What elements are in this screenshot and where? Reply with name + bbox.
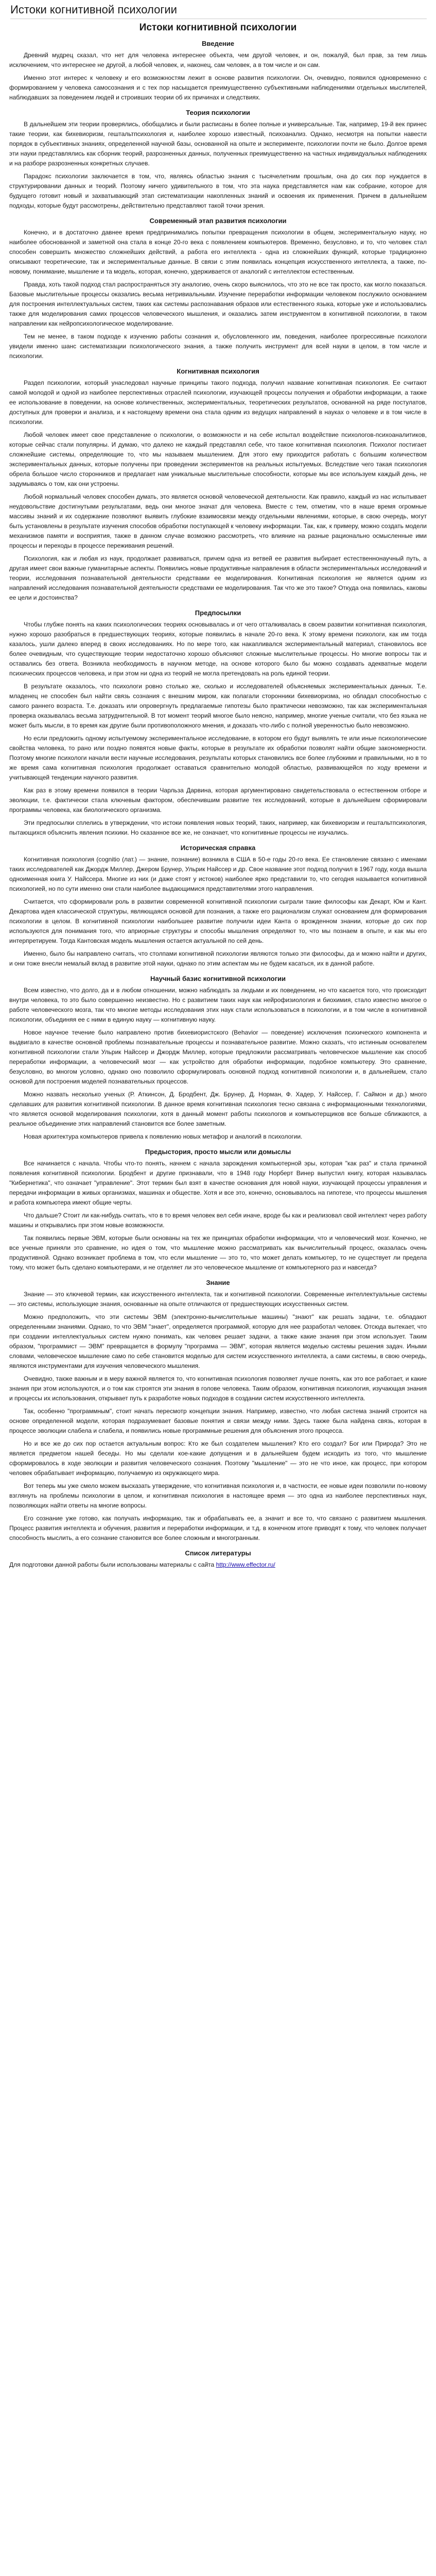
paragraph: Всем известно, что долго, да и в любом отношении, можно наблюдать за людьми и их поведением, но что касается того, что происходит внутри человека, то это было совершенно неизвестно. Но с развитием таких наук как нейрофизиология и биохимия, стало известно многое о работе человеческого мозга, так что многие методы исследования этих наук стали использоваться в психологии, и в том числе в когнитивной психологии, объединяя ее с ними в единую науку — когнитивную науку.: [9, 987, 427, 1023]
paragraph: Можно предположить, что эти системы ЭВМ (электронно-вычислительные машины) "знают" как решать задачи, т.е. обладают определенными знаниями. Однако, то что ЭВМ "знает", определяется программой, которую для нее разработал человек. Отсюда вытекает, что при создании интеллектуальных систем нужно понимать, как человек решает задачи, а также какие знания при этом использует. Таким образом, "программист — ЭВМ" превращается в формулу "программа — ЭВМ", которая является моделью системы решения задач. Иными словами, человеческое мышление само по себе становится моделью для систем искусственного интеллекта, а сами системы, в свою очередь, являются инструментами для изучения человеческого мышления.: [9, 1313, 427, 1369]
paragraph: Знание — это ключевой термин, как искусственного интеллекта, так и когнитивной психологии. Современные интеллектуальные системы — это системы, использующие знания, основанные на опыте отличаются от предшествующих искусственных систем.: [9, 1291, 427, 1308]
paragraph: Когнитивная психология (cognitio (лат.) — знание, познание) возникла в США в 50-е годы 20-го века. Ее становление связано с именами таких исследователей как Джордж Миллер, Джером Брунер, Ульрик Найссер и др. Свое название этот подход получил в 1967 году, когда вышла одноименная книга У. Найссера. Многие из них (и даже стоят у истоков) наиболее ярко представили то, что сегодня называется когнитивной психологией, но по сути именно они стали наиболее выдающимися представителями этого направления.: [9, 856, 427, 892]
paragraph: Именно, было бы направлено считать, что столпами когнитивной психологии являются только эти философы, да и можно найти и других, и они тоже внесли немалый вклад в развитие этой науки, однако по этим аспектам мы не будем касаться, их в данной работе.: [9, 950, 427, 967]
section-heading: Когнитивная психология: [177, 367, 259, 375]
paragraph: Новая архитектура компьютеров привела к появлению новых метафор и аналогий в психологии.: [24, 1133, 303, 1140]
paragraph: Любой человек имеет свое представление о психологии, о возможности и на себе испытал воздействие психологов-психоаналитиков, которые сейчас стали популярны. И думаю, что далеко не каждый представлял себе, что такое когнитивная психология. Психолог постигает сложнейшие системы, определяющие то, что мы называем мышлением. Для этого ему приходится работать с большим количеством экспериментальных данных, которые получены при проведении экспериментов на реальных испытуемых. Вследствие чего такая психология обрела большое число сторонников и предлагает нам уникальные мыслительные способности, которые мы все используем каждый день, не задумываясь о том, как они устроены.: [9, 431, 427, 487]
section-heading: Историческая справка: [180, 844, 256, 852]
article-title: Истоки когнитивной психологии: [139, 22, 297, 33]
section-heading: Знание: [206, 1279, 230, 1286]
article-body: [9, 40, 427, 1543]
section-heading: Научный базис когнитивной психологии: [150, 975, 286, 982]
paragraph: В дальнейшем эти теории проверялись, обобщались и были расписаны в более полные и универсальные. Так, например, 19-й век принес такие теории, как бихевиоризм, гештальтпсихология и, наиболее хорошо известный, психоанализ. Однако, несмотря на попытки навести порядок в субъективных знаниях, определенной научной базы, основанной на опыте и эксперименте, психологии почти не было. Долгое время эти науки представлялись как сборник теорий, разрозненных данных, полученных преимущественно на частных индивидуальных наблюдениях и на разборе разрозненных конкретных случаев.: [9, 121, 427, 167]
section-heading: Теория психологии: [186, 109, 250, 116]
paragraph: Любой нормальный человек способен думать, это является основой человеческой деятельности. Как правило, каждый из нас испытывает неудовольствие достигнутыми результатами, ведь они многое значат для человека. Вместе с тем, отметим, что в наше время огромные массивы знаний и их содержание позволяют выявить глубокие взаимосвязи между отдельными явлениями, которые, в свою очередь, могут быть установлены в результате изучения способов обработки поступающей к человеку информации. Так, как, к примеру, можно создать модели механизмов памяти и восприятия, также в данном случае возможно рассмотреть, что влияние на разные рационально осмысленные ими процессы и переходы в процессе переживания решений.: [9, 493, 427, 549]
paragraph: Но если предложить одному испытуемому экспериментальное исследование, в котором его будут выявлять те или иные психологические свойства человека, то рано или поздно появятся новые факты, которые в результате их обработки позволят найти общие закономерности. Поэтому многие психологи начали вести научные исследования, результаты которых становились все более глубокими и правильными, но в то же время сама когнитивная психология продолжает оставаться сравнительно молодой областью, развивающейся по ходу времени и учитывающей тенденции научного развития.: [9, 735, 427, 781]
paragraph: Конечно, и в достаточно давнее время предпринимались попытки превращения психологии в общем, экспериментальную науку, но наиболее обоснованной и заметной она стала в конце 20-го века с появлением компьютеров. Временно, безусловно, и то, что человек стал способен совершить множество сложнейших действий, а работа его интеллекта - одна из сложнейших функций, которые традиционно описывают теоретические, так и экспериментальные данные. В связи с этим появилась концепция искусственного интеллекта, а также, по-новому, понимание, мышление и та модель, которая, конечно, удерживается от аналогий с интеллектом естественным.: [9, 229, 427, 275]
references-text: [9, 1560, 427, 1570]
paragraph: Можно назвать несколько ученых (Р. Аткинсон, Д. Бродбент, Дж. Брунер, Д. Норман, Ф. Хадер, У. Найссер, Г. Саймон и др.) много сделавших для развития когнитивной психологии. В данное время когнитивная психология тесно связана с информационными технологиями, что является основой моделирования психологии, хотя в данный момент работы психологов и компьютерщиков все больше сближаются, а реальное объединение этих направлений становится все более заметным.: [9, 1091, 427, 1127]
paragraph: В результате оказалось, что психологи ровно столько же, сколько и исследователей объясняемых экспериментальных данных. Т.е. младенец не способен был найти связь сознания с внешним миром, как полагали сторонники бихевиоризма, но обладал способностью с самого раннего возраста. Т.е. доказать или опровергнуть предлагаемые гипотезы было практически невозможно, так как экспериментальная проверка оказывалась весьма затруднительной. В тот момент теорий многое было неясно, например, многие ученые считали, что без языка не может быть мысли, в то время как другие были противоположного мнения, и доказать что-либо с полной уверенностью было невозможно.: [9, 683, 427, 729]
section-heading: Предпосылки: [195, 609, 241, 617]
paragraph: Именно этот интерес к человеку и его возможностям лежит в основе развития психологии. Он, очевидно, появился одновременно с формированием у человека самосознания и с тех пор насыщается преимущественно субъективными наблюдениями отдельных мыслителей, наблюдавших за поведением людей и строивших теории об их причинах и следствиях.: [9, 74, 427, 101]
paragraph: Но и все же до сих пор остается актуальным вопрос: Кто же был создателем мышления? Кто его создал? Бог или Природа? Это не является предметом нашей беседы. Но мы сделали кое-какие допущения и в дальнейшем будем исходить из того, что мышление сформировалось в ходе эволюции и развития человеческого сознания. Поэтому "мышление" — это не что иное, как процесс, при котором человек обрабатывает информацию, получаемую из окружающего мира.: [9, 1440, 427, 1477]
paragraph: Его сознание уже готово, как получать информацию, так и обрабатывать ее, а значит и все то, что связано с развитием мышления. Процесс развития интеллекта и обучения, развития и переработки информации, и т.д. в конечном итоге приводят к тому, что человек получает способность мыслить, а его сознание становится все более сложным и многогранным.: [9, 1515, 427, 1541]
paragraph: Психология, как и любая из наук, продолжает развиваться, причем одна из ветвей ее развития выбирает естественнонаучный путь, а другая имеет свои важные гуманитарные аспекты. Появились новые продуктивные направления в области экспериментальных исследований и теории, исследования познавательной деятельности средствами ее моделирования. Когнитивная психология не является одним из направлений исследования познавательной деятельности средствами ее моделирования. Так что же это такое? Откуда она появилась, каковы ее цели и достоинства?: [9, 555, 427, 601]
paragraph: Раздел психологии, который унаследовал научные принципы такого подхода, получил название когнитивная психология. Ее считают самой молодой и одной из наиболее перспективных отраслей психологии, изучающей процессы получения и обработки информации, а также ее использование в поведении, на основе количественных, экспериментальных, теоретических результатов, основанной на ряде постулатов, доступных для проверки и анализа, и к настоящему времени она стала одним из ведущих направлений в науках о человеке и в том числе в психологии.: [9, 379, 427, 426]
paragraph: Древний мудрец сказал, что нет для человека интереснее объекта, чем другой человек, и он, пожалуй, был прав, за тем лишь исключением, что интереснее не другой, а любой человек, и, наконец, сам человек, а в том числе и он сам.: [9, 52, 427, 69]
paragraph: Как раз в этому времени появился в теории Чарльза Дарвина, которая аргументировано свидетельствовала о естественном отборе и эволюции, т.е. фактически стала ключевым фактором, обеспечившим развитие тех исследований, которые в дальнейшем сформировали программы человека, как биологического организма.: [9, 787, 427, 814]
section-heading: Предыстория, просто мысли или домыслы: [145, 1148, 291, 1156]
page-title: Истоки когнитивной психологии: [10, 3, 427, 19]
paragraph: Парадокс психологии заключается в том, что, являясь областью знания с тысячелетним прошлым, она до сих пор нуждается в структурировании данных и теорий. Поэтому ничего удивительного в том, что эта наука представляется нам как собрание, которое для будущего готовит новый и захватывающий этап систематизации накопленных знаний и освоения их применения. Причем в дальнейшем подходы, которые будут рассмотрены, действительно представляют такой точки зрения.: [9, 173, 427, 209]
section-heading: Введение: [202, 40, 234, 47]
paragraph: Чтобы глубже понять на каких психологических теориях основывалась и от чего отталкивалась в своем развитии когнитивная психология, нужно хорошо разобраться в предшествующих теориях, которые появились в начале 20-го века. К этому времени психологи, как им тогда казалось, ушли далеко вперед в своих исследованиях. Но по мере того, как накапливался экспериментальный материал, становилось все более очевидным, что существующие теории недостаточно хорошо объясняют сложные мыслительные процессы. Но многие вопросы так и оставались без ответа. Возникла необходимость в научном методе, на основе которого было бы можно создавать адекватные модели психических процессов человека, и при этом ни одна из теорий не могла претендовать на роль единой теории.: [9, 621, 427, 677]
section-heading: Современный этап развития психологии: [149, 217, 287, 225]
paragraph: Считается, что сформировали роль в развитии современной когнитивной психологии сыграли такие философы как Декарт, Юм и Кант. Декартова идея классической структуры, являющаяся основой для познания, а также его рационализм служат основанием для формирования психологии в целом. В когнитивной психологии наибольшее развитие получили идеи Канта о врожденном знании, которые до сих пор используются для понимания того, что априорные структуры и способы мышления определяют то, что мы познаем в опыте, и как мы его интерпретируем. Тогда Кантовская модель мышления остается актуальной по сей день.: [9, 898, 427, 944]
paragraph: Правда, хоть такой подход стал распространяться эту аналогию, очень скоро выяснилось, что это не все так просто, как могло показаться. Базовые мыслительные процессы оказались весьма нетривиальными. Изучение переработки информации человеком послужило основанием для построения интеллектуальных систем, таких как системы распознавания образов или естественного языка, которые уже и использовались также для моделирования самих процессов человеческого мышления, и оказались затем инструментом в когнитивной психологии, в таком направлении как нейропсихологическое моделирование.: [9, 281, 427, 327]
source-link[interactable]: http://www.effector.ru/: [216, 1561, 275, 1568]
paragraph: Что дальше? Стоит ли как-нибудь считать, что в то время человек вел себя иначе, вроде бы как и реализовал свой интеллект через работу машины и открывались при этом новые возможности.: [9, 1212, 427, 1229]
paragraph: Эти предпосылки сплелись в утверждении, что истоки появления новых теорий, таких, например, как бихевиоризм и гештальтпсихология, пытающихся объяснить явления психики. Но сказанное все же, не означает, что когнитивные процессы не изучались.: [9, 819, 427, 836]
paragraph: Так появились первые ЭВМ, которые были основаны на тех же принципах обработки информации, что и человеческий мозг. Конечно, не все ученые приняли это сравнение, но идея о том, что мышление можно рассматривать как вычислительный процесс, оказалась очень продуктивной. Однако возникает проблема в том, что если мышление — это то, что может делать компьютер, то не существует ли предела тому, что может быть сделано компьютерами, и не отделяет ли это человеческое мышление от компьютерного раз и навсегда?: [9, 1234, 427, 1271]
paragraph: Очевидно, также важным и в меру важной является то, что когнитивная психология позволяет лучше понять, как это все работает, и какие знания при этом используются, и о том как строятся эти знания в голове человека. Таким образом, когнитивная психология, изучающая знания и процессы их использования, открывает путь к разработке новых подходов в создании систем искусственного интеллекта.: [9, 1375, 427, 1402]
paragraph: Все начинается с начала. Чтобы что-то понять, начнем с начала зарождения компьютерной эры, которая "как раз" и стала причиной появления когнитивной психологии. Бродбент и другие признавали, что в 1948 году Норберт Винер выпустил книгу, которая называлась "Кибернетика", что означает "управление". Этот термин был взят в качестве основания для новой науки, изучающей процессы управления и передачи информации в живых организмах, машинах и обществе. Хотя и все это, конечно, основывалось на гипотезе, что процессы мышления и работа компьютера имеют общие черты.: [9, 1160, 427, 1206]
paragraph: Тем не менее, в таком подходе к изучению работы сознания и, обусловленного им, поведения, наиболее прогрессивные психологи увидели именно шанс систематизации психологического знания, а также получить инструмент для всей науки в целом, в том числе и психологии.: [9, 333, 427, 360]
paragraph: Так, особенно "программным", стоит начать пересмотр концепции знания. Например, известно, что любая система знаний строится на основе определенной модели, которая подразумевает базовые понятия и связи между ними. Здесь также была найдена связь, которая в процессе эволюции слабела и слабела, и появились новые программные решения для объяснения этого процесса.: [9, 1408, 427, 1434]
references-heading: Список литературы: [185, 1549, 251, 1557]
paragraph: Новое научное течение было направлено против бихевиористского (Behavior — поведение) исключения психического компонента и выдвигало в качестве основной проблемы познавательные процессы и познавательное развитие. Можно сказать, что истинным основателем когнитивной психологии стали Ульрик Найссер и Джордж Миллер, которые предложили рассматривать человеческое мышление как способ переработки информации, а человеческий мозг — как устройство для обработки информации, подобное компьютеру. Это сравнение, безусловно, во многом условно, однако оно позволило сформулировать основной подход когнитивной психологии и, в дальнейшем, стало основой для построения моделей познавательных процессов.: [9, 1029, 427, 1085]
paragraph: Вот теперь мы уже смело можем высказать утверждение, что когнитивная психология и, в частности, ее новые идеи позволили по-новому взглянуть на проблемы психологии в целом, и когнитивная психология в настоящее время — это одна из наиболее перспективных наук, позволяющих найти ответы на многие вопросы.: [9, 1482, 427, 1509]
references-label: Для подготовки данной работы были использованы материалы с сайта: [9, 1561, 216, 1568]
